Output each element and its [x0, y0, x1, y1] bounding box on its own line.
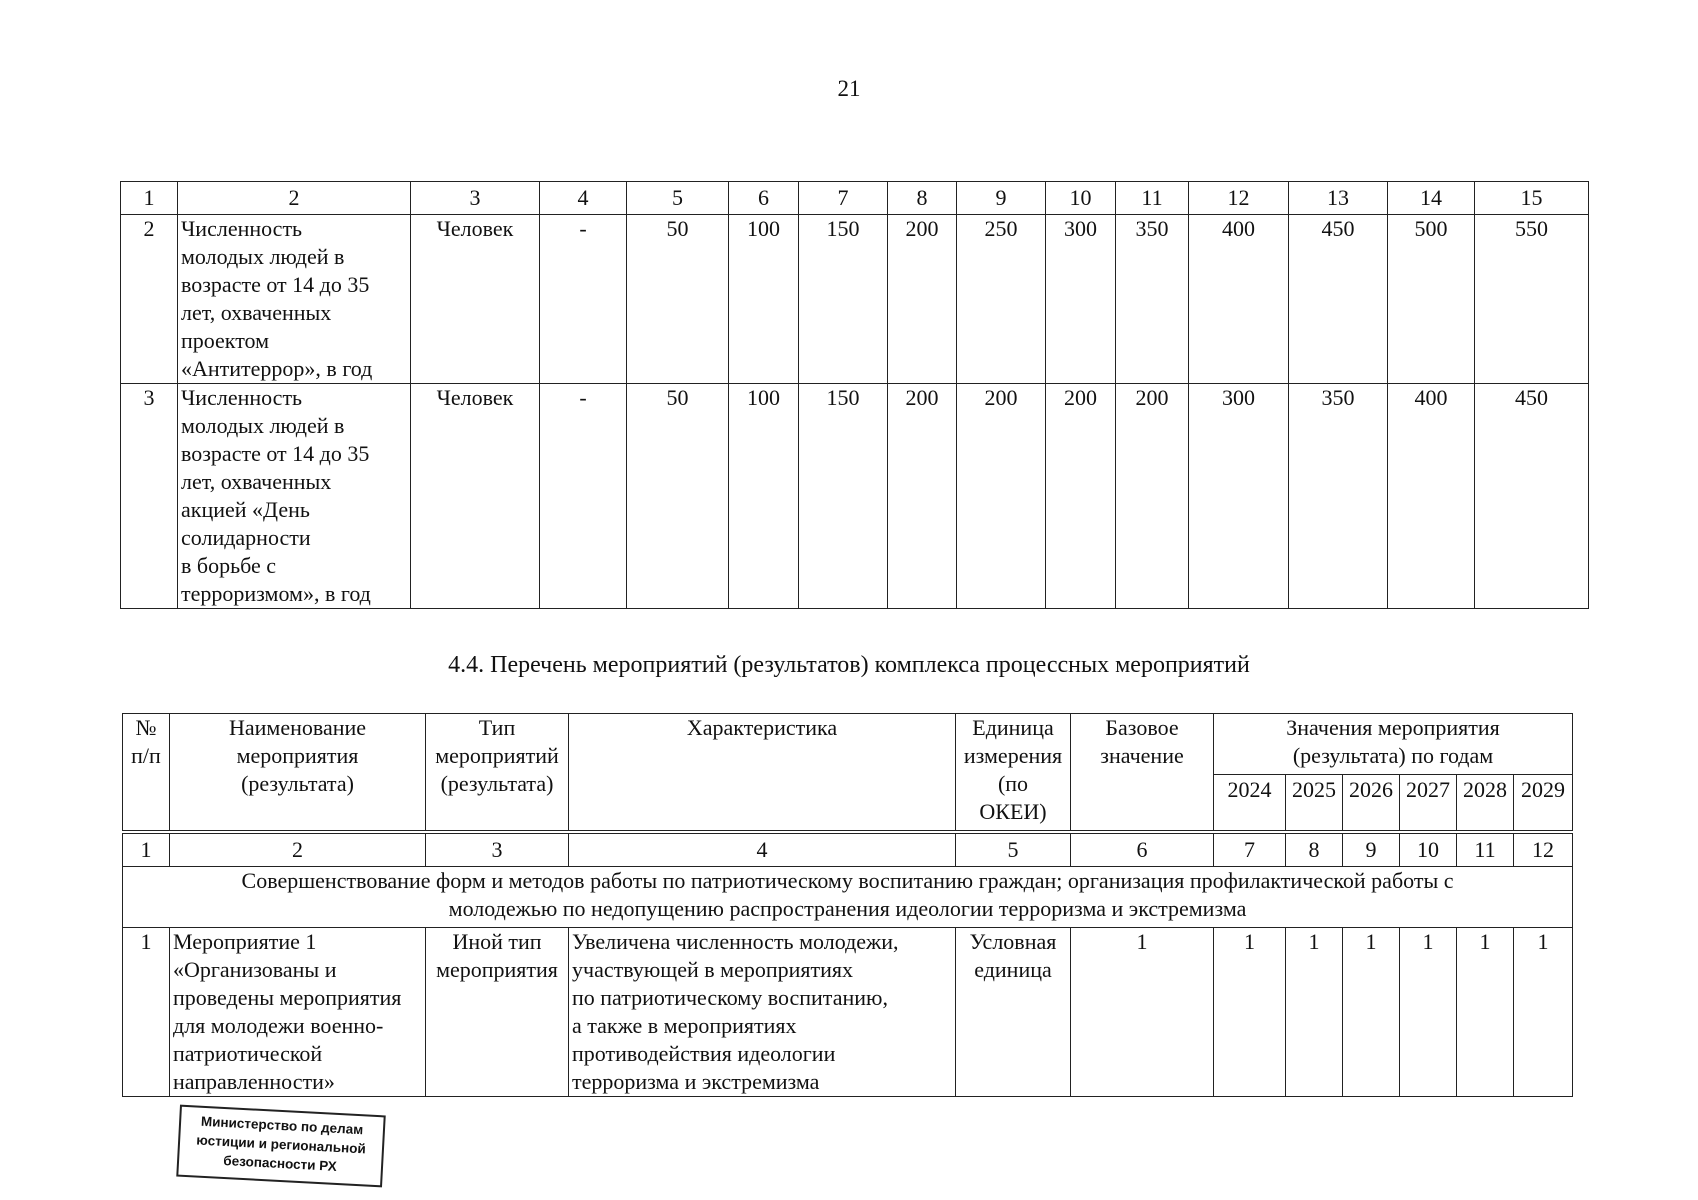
- value-cell: 100: [729, 215, 799, 384]
- header-line: значение: [1100, 743, 1184, 768]
- header-line: ОКЕИ): [979, 799, 1047, 824]
- characteristic-line: участвующей в мероприятиях: [572, 957, 854, 982]
- name-line: проведены мероприятия: [173, 985, 402, 1010]
- stamp-line: юстиции и региональной: [195, 1132, 367, 1157]
- column-number: 7: [1214, 832, 1286, 867]
- value-cell: 400: [1189, 215, 1289, 384]
- header-cell: 15: [1475, 182, 1589, 215]
- value-cell: 1: [1286, 928, 1343, 1097]
- header-line: (по: [997, 771, 1029, 796]
- column-number: 1: [123, 832, 170, 867]
- base-cell: -: [540, 384, 627, 609]
- value-cell: 150: [799, 384, 888, 609]
- ministry-stamp: [176, 1105, 385, 1188]
- header-name: [170, 714, 426, 833]
- year-cell: 2027: [1400, 775, 1457, 833]
- table-row: [121, 215, 1589, 384]
- header-cell: 11: [1116, 182, 1189, 215]
- value-cell: 450: [1475, 384, 1589, 609]
- header-line: измерения: [963, 743, 1063, 768]
- name-line: терроризмом», в год: [181, 581, 371, 606]
- row-number: 1: [123, 928, 170, 1097]
- section-title-line: Совершенствование форм и методов работы по патриотическому воспитанию граждан; организация профилактической работы с: [241, 868, 1454, 893]
- name-line: возрасте от 14 до 35: [181, 272, 370, 297]
- name-line: молодых людей в: [181, 244, 345, 269]
- event-characteristic: [569, 928, 956, 1097]
- value-cell: 1: [1214, 928, 1286, 1097]
- column-numbers-row: [123, 832, 1573, 867]
- header-cell: 14: [1388, 182, 1475, 215]
- header-cell: 12: [1189, 182, 1289, 215]
- value-cell: 200: [888, 384, 957, 609]
- header-line: Наименование: [228, 715, 367, 740]
- type-line: мероприятия: [436, 957, 558, 982]
- value-cell: 50: [627, 215, 729, 384]
- row-number: 2: [121, 215, 178, 384]
- section-title: [123, 867, 1573, 928]
- name-line: патриотической: [173, 1041, 323, 1066]
- header-cell: 2: [178, 182, 411, 215]
- name-line: проектом: [181, 328, 270, 353]
- header-cell: 3: [411, 182, 540, 215]
- name-line: в борьбе с: [181, 553, 277, 578]
- value-cell: 350: [1289, 384, 1388, 609]
- value-cell: 400: [1388, 384, 1475, 609]
- name-line: «Антитеррор», в год: [181, 356, 373, 381]
- name-line: Численность: [181, 385, 303, 410]
- value-cell: 200: [1116, 384, 1189, 609]
- name-line: Численность: [181, 216, 303, 241]
- table-row: [121, 384, 1589, 609]
- header-line: (результата): [440, 771, 554, 796]
- value-cell: 550: [1475, 215, 1589, 384]
- section-heading: 4.4. Перечень мероприятий (результатов) комплекса процессных мероприятий: [448, 652, 1250, 678]
- header-num: [123, 714, 170, 833]
- section-title-row: [123, 867, 1573, 928]
- row-number: 3: [121, 384, 178, 609]
- column-number: 9: [1343, 832, 1400, 867]
- events-table: [122, 713, 1573, 1097]
- header-line: Единица: [972, 715, 1054, 740]
- event-type: [426, 928, 569, 1097]
- name-line: для молодежи военно-: [173, 1013, 384, 1038]
- column-number: 4: [569, 832, 956, 867]
- header-line: (результата): [241, 771, 354, 796]
- name-line: «Организованы и: [173, 957, 337, 982]
- header-cell: 5: [627, 182, 729, 215]
- header-cell: 4: [540, 182, 627, 215]
- header-cell: 10: [1046, 182, 1116, 215]
- year-cell: 2026: [1343, 775, 1400, 833]
- name-line: Мероприятие 1: [173, 929, 317, 954]
- unit-line: единица: [974, 957, 1052, 982]
- year-cell: 2025: [1286, 775, 1343, 833]
- header-years-group: [1214, 714, 1573, 775]
- column-number: 8: [1286, 832, 1343, 867]
- characteristic-line: а также в мероприятиях: [572, 1013, 797, 1038]
- base-cell: -: [540, 215, 627, 384]
- event-name: [170, 928, 426, 1097]
- header-cell: 8: [888, 182, 957, 215]
- indicators-header-row: [121, 182, 1589, 215]
- year-cell: 2028: [1457, 775, 1514, 833]
- value-cell: 300: [1046, 215, 1116, 384]
- column-number: 3: [426, 832, 569, 867]
- section-title-line: молодежью по недопущению распространения идеологии терроризма и экстремизма: [448, 896, 1247, 921]
- column-number: 2: [170, 832, 426, 867]
- value-cell: 200: [888, 215, 957, 384]
- unit-cell: Человек: [411, 215, 540, 384]
- events-header-row: [123, 714, 1573, 775]
- value-cell: 350: [1116, 215, 1189, 384]
- value-cell: 450: [1289, 215, 1388, 384]
- value-cell: 150: [799, 215, 888, 384]
- year-cell: 2029: [1514, 775, 1573, 833]
- value-cell: 1: [1457, 928, 1514, 1097]
- characteristic-line: по патриотическому воспитанию,: [572, 985, 888, 1010]
- value-cell: 50: [627, 384, 729, 609]
- name-line: лет, охваченных: [181, 469, 332, 494]
- header-cell: 13: [1289, 182, 1388, 215]
- base-cell: 1: [1071, 928, 1214, 1097]
- table-row: [123, 928, 1573, 1097]
- value-cell: 1: [1343, 928, 1400, 1097]
- event-unit: [956, 928, 1071, 1097]
- column-number: 6: [1071, 832, 1214, 867]
- value-cell: 300: [1189, 384, 1289, 609]
- year-cell: 2024: [1214, 775, 1286, 833]
- unit-cell: Человек: [411, 384, 540, 609]
- value-cell: 100: [729, 384, 799, 609]
- header-unit: [956, 714, 1071, 833]
- header-cell: 7: [799, 182, 888, 215]
- column-number: 11: [1457, 832, 1514, 867]
- header-line: (результата) по годам: [1292, 743, 1494, 768]
- name-line: лет, охваченных: [181, 300, 332, 325]
- value-cell: 200: [957, 384, 1046, 609]
- stamp-line: безопасности РХ: [223, 1153, 338, 1174]
- name-line: направленности»: [173, 1069, 335, 1094]
- column-number: 5: [956, 832, 1071, 867]
- header-line: Значения мероприятия: [1286, 715, 1500, 740]
- characteristic-line: противодействия идеологии: [572, 1041, 836, 1066]
- value-cell: 1: [1514, 928, 1573, 1097]
- column-number: 12: [1514, 832, 1573, 867]
- stamp-line: Министерство по делам: [200, 1113, 364, 1138]
- header-line: №: [135, 715, 157, 740]
- header-characteristic: Характеристика: [569, 714, 956, 833]
- characteristic-line: терроризма и экстремизма: [572, 1069, 820, 1094]
- indicator-name: [178, 215, 411, 384]
- header-cell: 1: [121, 182, 178, 215]
- type-line: Иной тип: [452, 929, 542, 954]
- header-type: [426, 714, 569, 833]
- page-number: 21: [837, 76, 861, 101]
- indicators-table: [120, 181, 1589, 609]
- header-base: [1071, 714, 1214, 833]
- header-line: Базовое: [1105, 715, 1179, 740]
- name-line: акцией «День: [181, 497, 310, 522]
- header-line: п/п: [131, 743, 161, 768]
- header-line: Тип: [478, 715, 516, 740]
- column-number: 10: [1400, 832, 1457, 867]
- header-line: мероприятий: [435, 743, 559, 768]
- header-cell: 6: [729, 182, 799, 215]
- name-line: солидарности: [181, 525, 311, 550]
- unit-line: Условная: [969, 929, 1057, 954]
- value-cell: 200: [1046, 384, 1116, 609]
- value-cell: 500: [1388, 215, 1475, 384]
- value-cell: 1: [1400, 928, 1457, 1097]
- header-cell: 9: [957, 182, 1046, 215]
- name-line: молодых людей в: [181, 413, 345, 438]
- name-line: возрасте от 14 до 35: [181, 441, 370, 466]
- indicator-name: [178, 384, 411, 609]
- value-cell: 250: [957, 215, 1046, 384]
- header-line: мероприятия: [236, 743, 359, 768]
- characteristic-line: Увеличена численность молодежи,: [572, 929, 899, 954]
